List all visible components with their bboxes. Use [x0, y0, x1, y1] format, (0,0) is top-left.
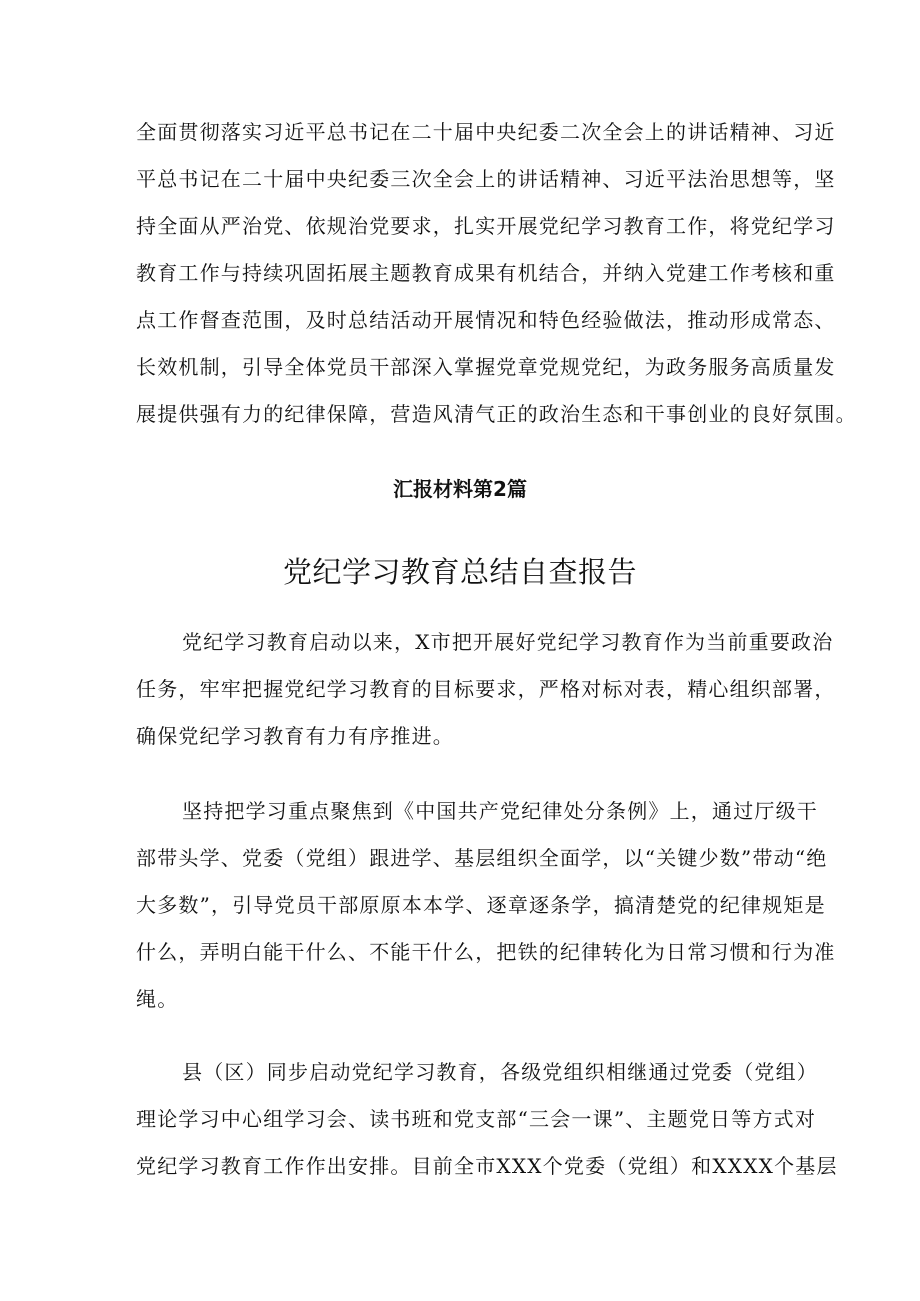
paragraph-line: 任务，牢牢把握党纪学习教育的目标要求，严格对标对表，精心组织部署，: [136, 677, 836, 701]
paragraph-line: 教育工作与持续巩固拓展主题教育成果有机结合，并纳入党建工作考核和重: [136, 261, 836, 285]
paragraph-line: 持全面从严治党、依规治党要求，扎实开展党纪学习教育工作，将党纪学习: [136, 214, 836, 238]
paragraph-line: 县（区）同步启动党纪学习教育，各级党组织相继通过党委（党组）: [182, 1060, 818, 1084]
paragraph-line: 展提供强有力的纪律保障，营造风清气正的政治生态和干事创业的良好氛围。: [136, 402, 857, 426]
paragraph-line: 党纪学习教育启动以来，X市把开展好党纪学习教育作为当前重要政治: [182, 630, 834, 654]
paragraph-line: 理论学习中心组学习会、读书班和党支部“三会一课”、主题党日等方式对: [136, 1107, 817, 1131]
section-subtitle: 汇报材料第2篇: [393, 477, 527, 501]
paragraph-line: 什么，弄明白能干什么、不能干什么，把铁的纪律转化为日常习惯和行为准: [136, 940, 836, 964]
paragraph-line: 绳。: [136, 987, 179, 1011]
paragraph-line: 大多数”，引导党员干部原原本本学、逐章逐条学，搞清楚党的纪律规矩是: [136, 893, 826, 917]
paragraph-line: 点工作督查范围，及时总结活动开展情况和特色经验做法，推动形成常态、: [136, 308, 836, 332]
paragraph-line: 部带头学、党委（党组）跟进学、基层组织全面学，以“关键少数”带动“绝: [136, 846, 828, 870]
paragraph-line: 确保党纪学习教育有力有序推进。: [136, 724, 454, 748]
paragraph-line: 坚持把学习重点聚焦到《中国共产党纪律处分条例》上，通过厅级干: [182, 799, 818, 823]
report-title: 党纪学习教育总结自查报告: [282, 555, 637, 589]
paragraph-line: 长效机制，引导全体党员干部深入掌握党章党规党纪，为政务服务高质量发: [136, 355, 836, 379]
paragraph-line: 党纪学习教育工作作出安排。目前全市XXX个党委（党组）和XXXX个基层: [136, 1154, 838, 1178]
paragraph-line: 平总书记在二十届中央纪委三次全会上的讲话精神、习近平法治思想等，坚: [136, 167, 836, 191]
paragraph-line: 全面贯彻落实习近平总书记在二十届中央纪委二次全会上的讲话精神、习近: [136, 120, 836, 144]
